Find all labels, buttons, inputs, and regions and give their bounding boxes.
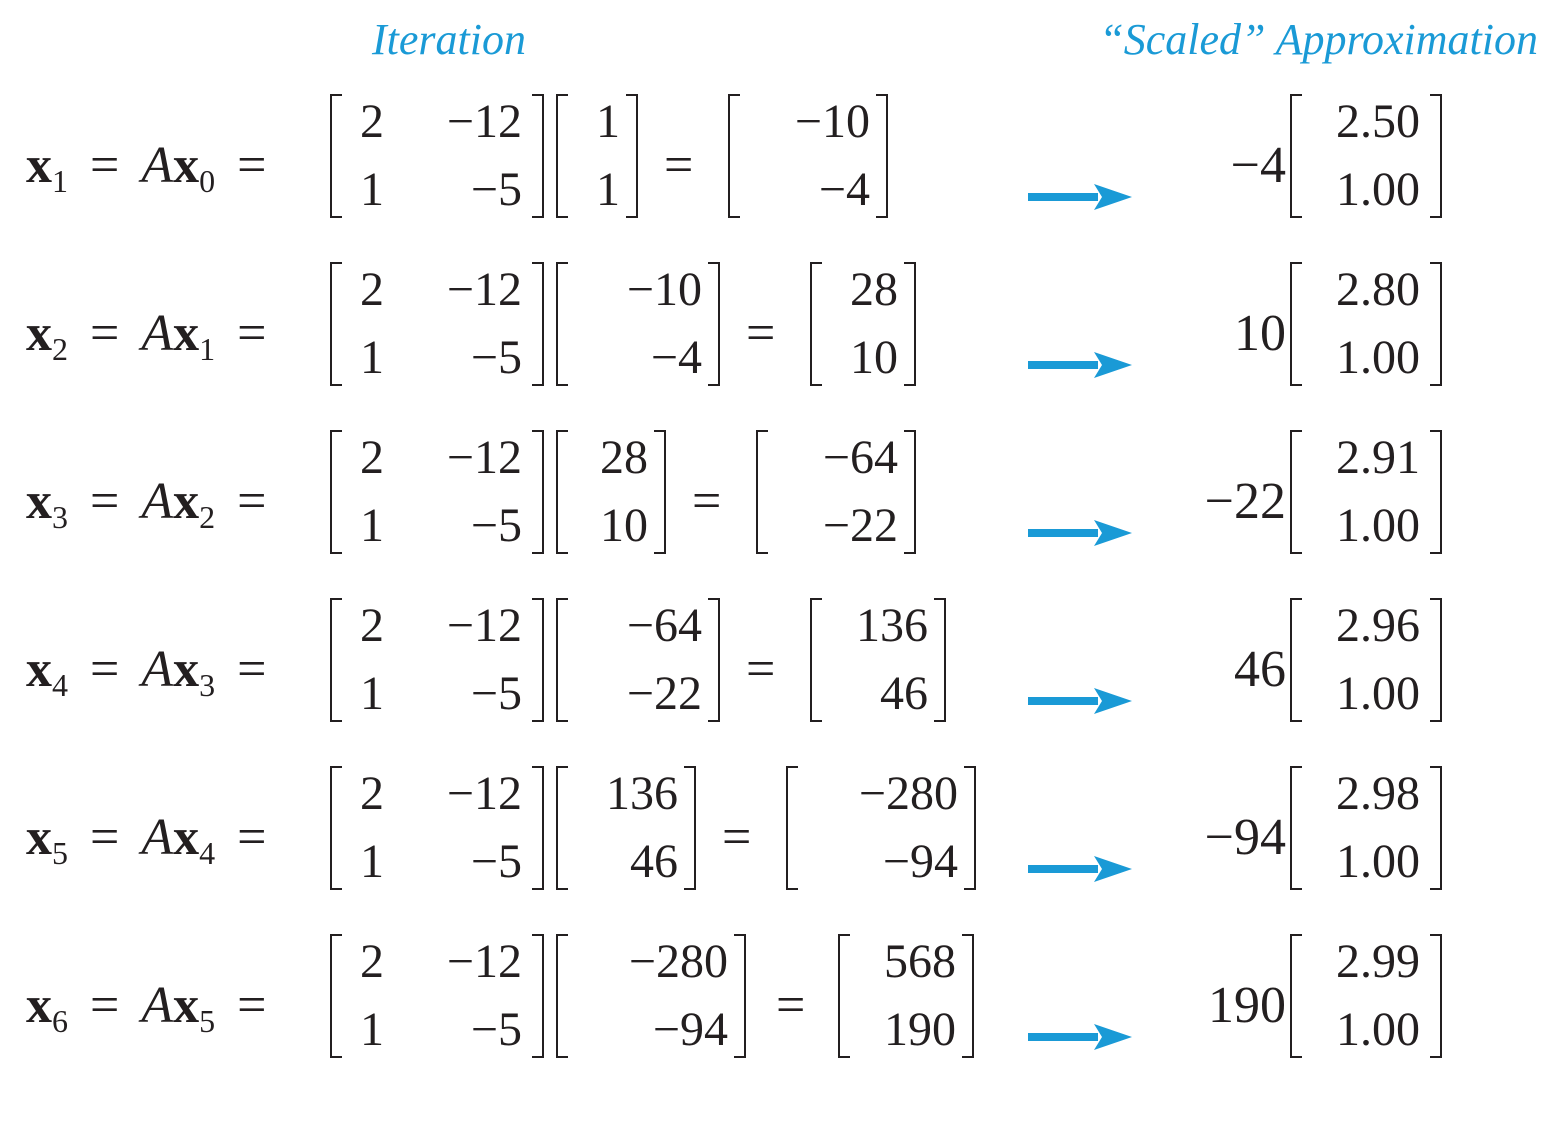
matrix-cell: 2 (360, 95, 384, 148)
equals-sign: = (90, 473, 120, 530)
matrix-cell: −12 (446, 431, 522, 484)
iteration-row (0, 260, 1550, 400)
result-vector (838, 934, 974, 1058)
equals-sign: = (237, 641, 267, 698)
lhs-vector: $x_3$ (26, 473, 68, 535)
result-vector (786, 766, 976, 890)
equals-sign: = (746, 641, 776, 698)
matrix-a (330, 598, 544, 722)
input-vector (556, 934, 746, 1058)
matrix-a (330, 934, 544, 1058)
scaled-cell: 2.99 (1336, 935, 1420, 988)
equation-lhs (26, 136, 288, 200)
equation-lhs (26, 640, 288, 704)
matrix-cell: 1 (360, 499, 384, 552)
scaled-vector (1290, 598, 1442, 722)
scale-factor: 10 (1234, 305, 1286, 362)
result-vector (728, 94, 888, 218)
vector-cell: −94 (652, 1003, 728, 1056)
iteration-row (0, 92, 1550, 232)
scaled-cell: 2.50 (1336, 95, 1420, 148)
result-vector (756, 430, 916, 554)
result-cell: 190 (884, 1003, 956, 1056)
equals-sign: = (90, 977, 120, 1034)
input-vector (556, 598, 720, 722)
equals-sign: = (90, 305, 120, 362)
equals-sign: = (90, 137, 120, 194)
equals-sign: = (90, 641, 120, 698)
scaled-cell: 2.91 (1336, 431, 1420, 484)
matrix-cell: 1 (360, 835, 384, 888)
matrix-cell: −5 (470, 331, 522, 384)
result-vector (810, 262, 916, 386)
vector-cell: 10 (600, 499, 648, 552)
equals-sign: = (746, 305, 776, 362)
result-cell: 28 (850, 263, 898, 316)
matrix-cell: −12 (446, 95, 522, 148)
result-cell: −280 (858, 767, 958, 820)
equation-lhs (26, 304, 288, 368)
rhs-vector: $x_2$ (173, 473, 216, 535)
matrix-cell: −5 (470, 499, 522, 552)
scaled-cell: 1.00 (1336, 331, 1420, 384)
equals-sign: = (692, 473, 722, 530)
matrix-symbol: A (141, 641, 174, 698)
lhs-vector: $x_2$ (26, 305, 68, 367)
scaled-cell: 1.00 (1336, 667, 1420, 720)
right-arrow-icon (1028, 184, 1132, 210)
right-arrow-icon (1028, 1024, 1132, 1050)
iteration-row (0, 932, 1550, 1072)
result-cell: 46 (880, 667, 928, 720)
result-cell: 10 (850, 331, 898, 384)
matrix-cell: 2 (360, 263, 384, 316)
rhs-vector: $x_4$ (173, 809, 216, 871)
matrix-a (330, 430, 544, 554)
vector-cell: 136 (606, 767, 678, 820)
matrix-symbol: A (141, 305, 174, 362)
scaled-vector (1290, 430, 1442, 554)
matrix-cell: −5 (470, 163, 522, 216)
scaled-cell: 2.96 (1336, 599, 1420, 652)
matrix-symbol: A (141, 809, 174, 866)
iteration-header: Iteration (372, 15, 526, 64)
scaled-vector (1290, 262, 1442, 386)
right-arrow-icon (1028, 688, 1132, 714)
lhs-vector: $x_1$ (26, 137, 68, 199)
rhs-vector: $x_3$ (173, 641, 216, 703)
input-vector (556, 262, 720, 386)
matrix-cell: 1 (360, 163, 384, 216)
lhs-vector: $x_5$ (26, 809, 68, 871)
equation-lhs (26, 472, 288, 536)
equals-sign: = (722, 809, 752, 866)
scale-factor: −22 (1204, 473, 1286, 530)
rhs-vector: $x_5$ (173, 977, 216, 1039)
matrix-cell: 2 (360, 599, 384, 652)
scaled-cell: 2.80 (1336, 263, 1420, 316)
rhs-vector: $x_1$ (173, 305, 216, 367)
matrix-symbol: A (141, 473, 174, 530)
scale-factor: −94 (1204, 809, 1286, 866)
scaled-approximation-header: “Scaled” Approximation (1099, 15, 1538, 64)
matrix-cell: 2 (360, 767, 384, 820)
equals-sign: = (237, 137, 267, 194)
matrix-a (330, 94, 544, 218)
matrix-cell: −12 (446, 767, 522, 820)
vector-cell: −22 (626, 667, 702, 720)
result-cell: −22 (822, 499, 898, 552)
matrix-cell: −5 (470, 667, 522, 720)
matrix-cell: −5 (470, 1003, 522, 1056)
matrix-a (330, 766, 544, 890)
iteration-row (0, 764, 1550, 904)
matrix-a (330, 262, 544, 386)
equals-sign: = (90, 809, 120, 866)
equals-sign: = (664, 137, 694, 194)
matrix-symbol: A (141, 977, 174, 1034)
scaled-cell: 1.00 (1336, 499, 1420, 552)
result-cell: −64 (822, 431, 898, 484)
scale-factor: 46 (1234, 641, 1286, 698)
rhs-vector: $x_0$ (173, 137, 216, 199)
result-cell: 136 (856, 599, 928, 652)
vector-cell: 46 (630, 835, 678, 888)
vector-cell: −10 (626, 263, 702, 316)
scaled-cell: 2.98 (1336, 767, 1420, 820)
scaled-vector (1290, 934, 1442, 1058)
vector-cell: −280 (628, 935, 728, 988)
matrix-cell: 2 (360, 935, 384, 988)
result-cell: −10 (794, 95, 870, 148)
vector-cell: 1 (596, 95, 620, 148)
matrix-symbol: A (141, 137, 174, 194)
vector-cell: −64 (626, 599, 702, 652)
equals-sign: = (237, 305, 267, 362)
input-vector (556, 94, 638, 218)
right-arrow-icon (1028, 352, 1132, 378)
vector-cell: −4 (650, 331, 702, 384)
iteration-row (0, 596, 1550, 736)
equation-lhs (26, 808, 288, 872)
vector-cell: 1 (596, 163, 620, 216)
vector-cell: 28 (600, 431, 648, 484)
input-vector (556, 430, 666, 554)
scale-factor: 190 (1208, 977, 1286, 1034)
matrix-cell: −12 (446, 599, 522, 652)
result-vector (810, 598, 946, 722)
equals-sign: = (237, 809, 267, 866)
result-cell: 568 (884, 935, 956, 988)
scaled-cell: 1.00 (1336, 163, 1420, 216)
scaled-cell: 1.00 (1336, 1003, 1420, 1056)
right-arrow-icon (1028, 520, 1132, 546)
scale-factor: −4 (1230, 137, 1286, 194)
matrix-cell: −12 (446, 935, 522, 988)
matrix-cell: 1 (360, 331, 384, 384)
scaled-vector (1290, 766, 1442, 890)
result-cell: −4 (818, 163, 870, 216)
equals-sign: = (237, 977, 267, 1034)
matrix-cell: 1 (360, 667, 384, 720)
lhs-vector: $x_4$ (26, 641, 68, 703)
iteration-row (0, 428, 1550, 568)
right-arrow-icon (1028, 856, 1132, 882)
scaled-cell: 1.00 (1336, 835, 1420, 888)
equation-lhs (26, 976, 288, 1040)
result-cell: −94 (882, 835, 958, 888)
matrix-cell: 1 (360, 1003, 384, 1056)
equals-sign: = (237, 473, 267, 530)
matrix-cell: −5 (470, 835, 522, 888)
matrix-cell: −12 (446, 263, 522, 316)
input-vector (556, 766, 696, 890)
equals-sign: = (776, 977, 806, 1034)
matrix-cell: 2 (360, 431, 384, 484)
scaled-vector (1290, 94, 1442, 218)
lhs-vector: $x_6$ (26, 977, 68, 1039)
